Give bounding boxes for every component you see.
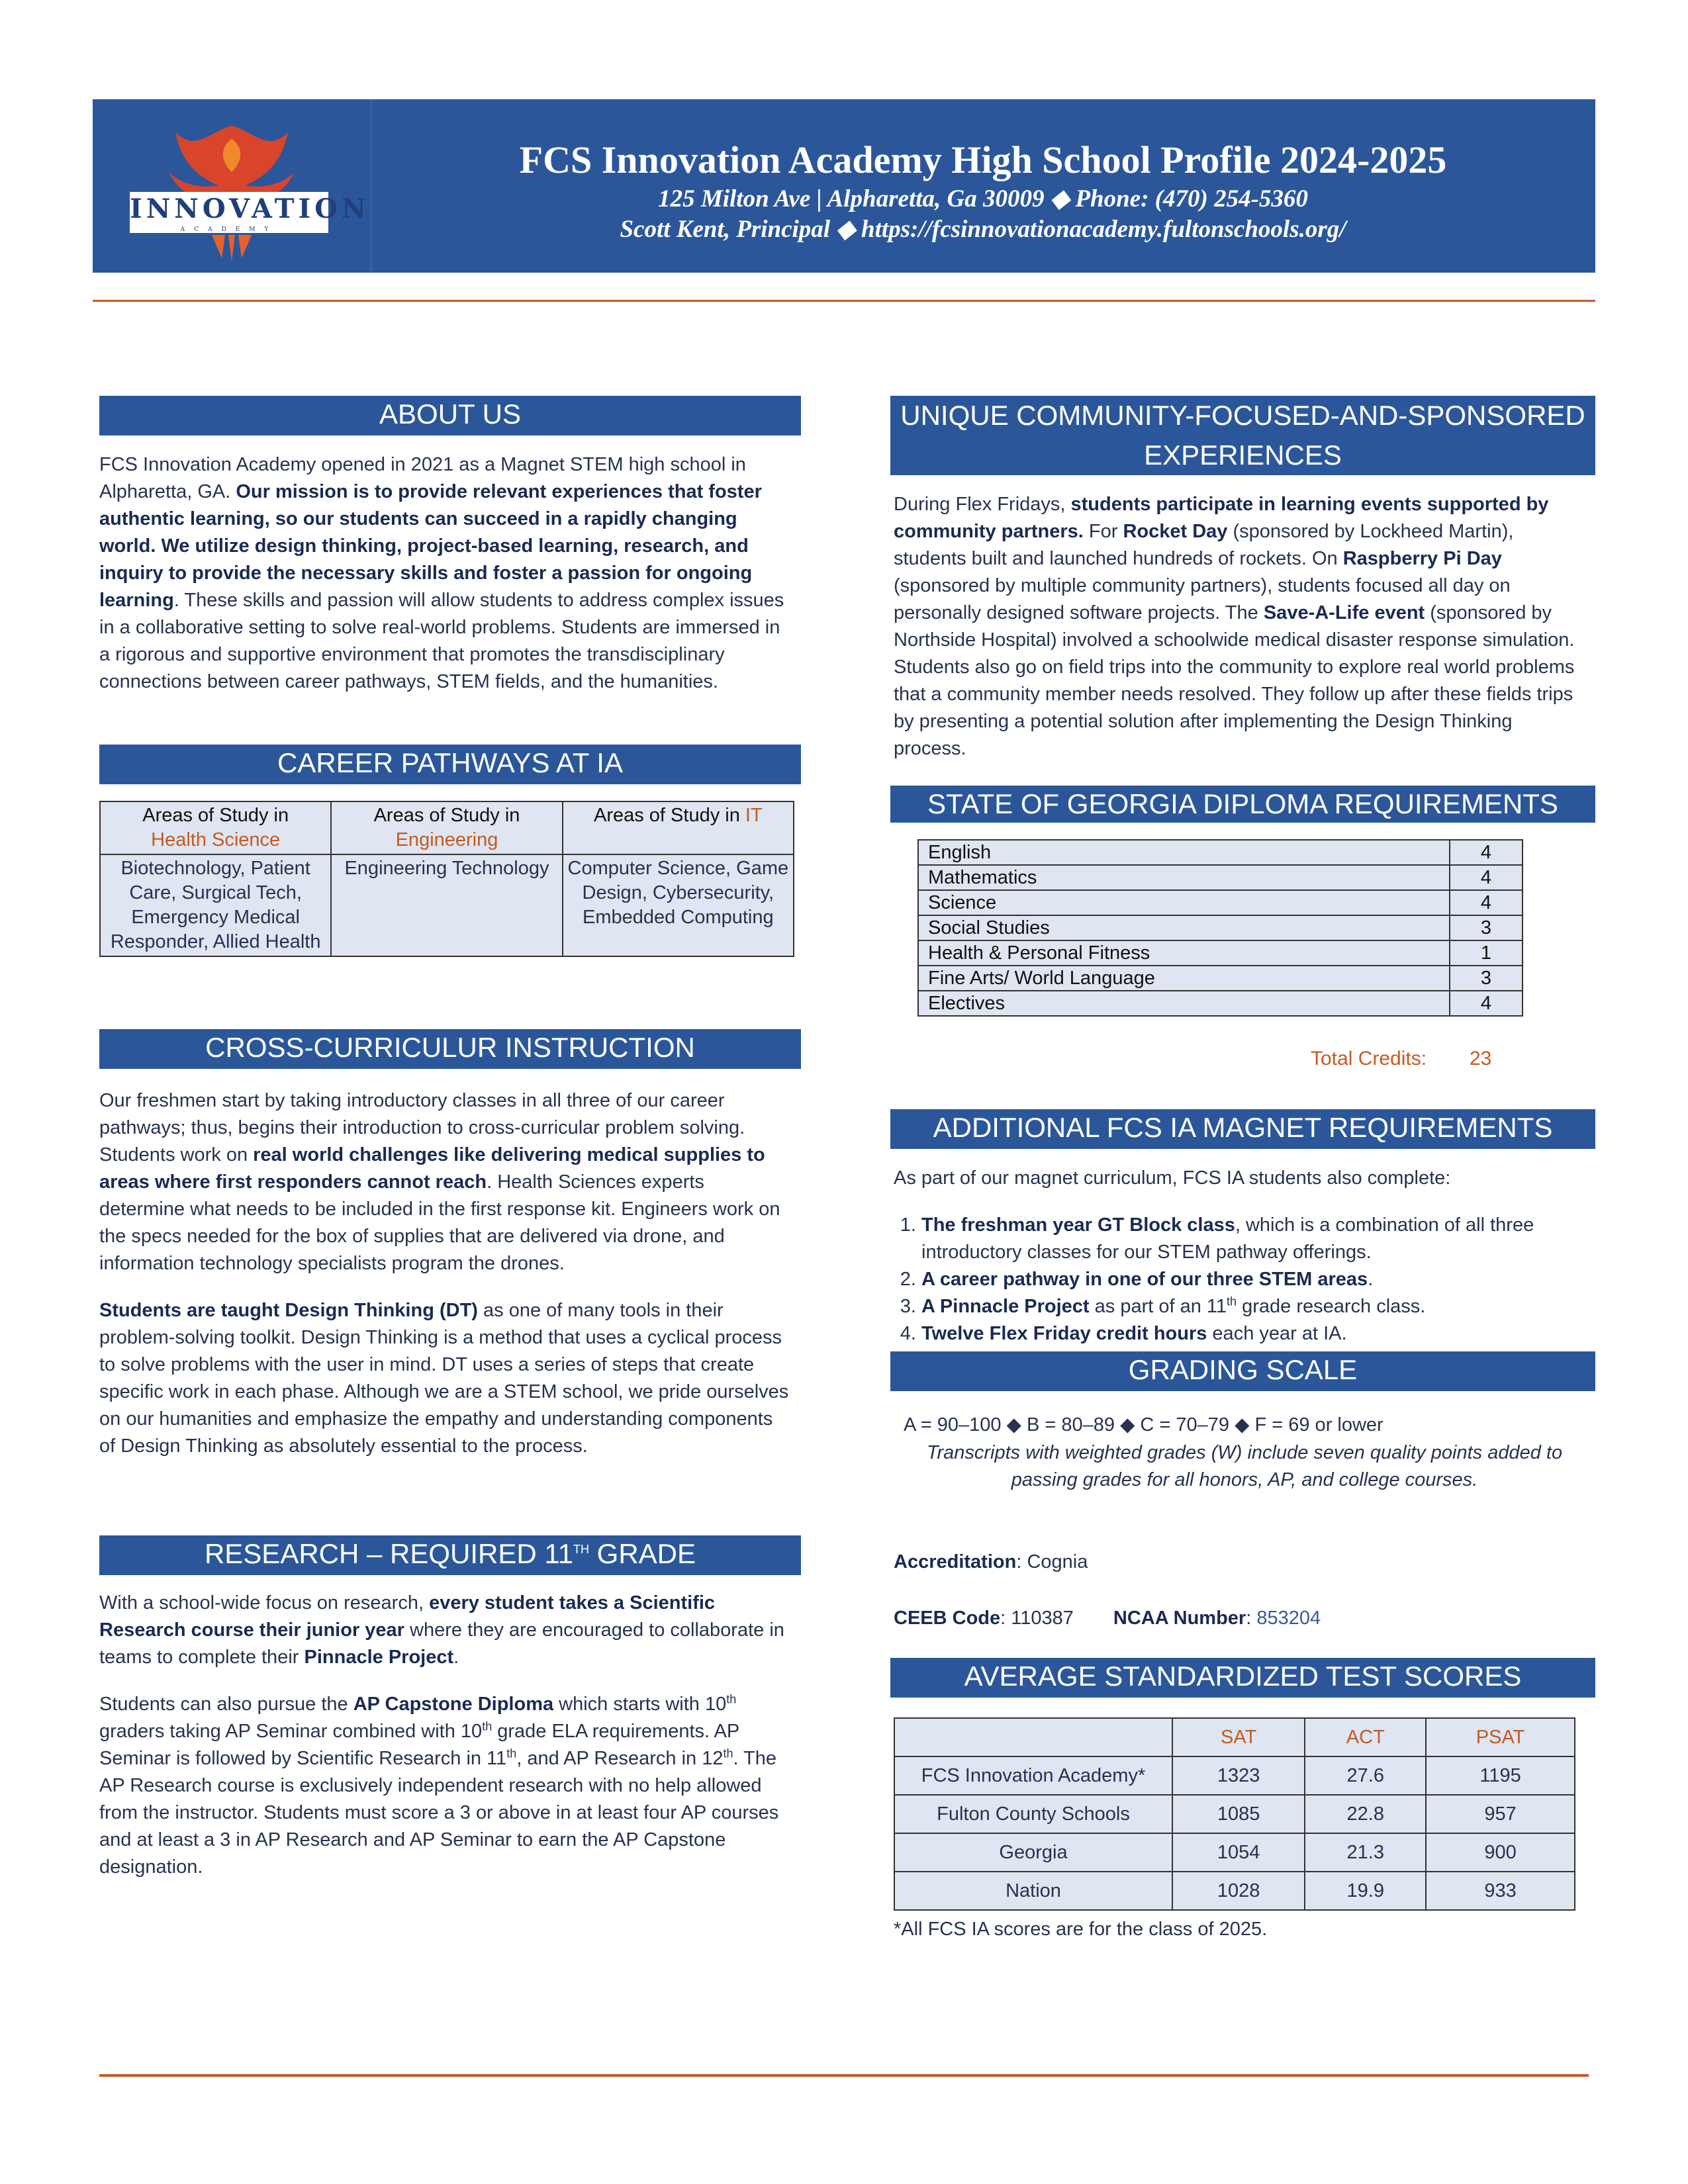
score-act: 19.9	[1305, 1872, 1426, 1910]
table-row	[100, 854, 794, 956]
magnet-heading: ADDITIONAL FCS IA MAGNET REQUIREMENTS	[890, 1109, 1595, 1149]
diploma-subject: Mathematics	[918, 865, 1450, 890]
diploma-credits: 4	[1450, 865, 1523, 890]
scores-table	[894, 1717, 1575, 1911]
score-act: 21.3	[1305, 1833, 1426, 1872]
phoenix-icon	[156, 106, 308, 265]
diploma-credits: 4	[1450, 890, 1523, 915]
score-row-name: FCS Innovation Academy*	[894, 1756, 1172, 1795]
table-row	[894, 1833, 1575, 1872]
col-header-sat: SAT	[1172, 1718, 1305, 1756]
pathways-heading: CAREER PATHWAYS AT IA	[99, 745, 801, 784]
pathway-engineering-courses: Engineering Technology	[331, 854, 562, 956]
cross-text: Our freshmen start by taking introductory classes in all three of our career pathways; thus, begins their introduction to cross-curricular problem solving. Students work on real world challenges like delivering medical supplies to areas where first responders cannot reach. Health Sciences experts determine what needs to be included in the first response kit. Engineers work on the specs needed for the box of supplies that are delivered via drone, and information technology specialists program the drones. Students are taught Design Thinking (DT) as one of many tools in their problem-solving toolkit. Design Thinking is a method that uses a cyclical process to solve problems with the user in mind. DT uses a series of steps that create specific work in each phase. Although we are a STEM school, we pride ourselves on our humanities and emphasize the empathy and understanding components of Design Thinking as absolutely essential to the process.	[99, 1090, 789, 1457]
diploma-subject: Social Studies	[918, 915, 1450, 940]
bottom-divider	[99, 2074, 1589, 2077]
col-header-psat: PSAT	[1426, 1718, 1575, 1756]
magnet-text	[894, 1165, 1582, 1347]
grading-heading: GRADING SCALE	[890, 1351, 1595, 1391]
score-act: 27.6	[1305, 1756, 1426, 1795]
logo-subtext: ACADEMY	[180, 226, 278, 233]
table-row	[918, 840, 1523, 865]
list-item: 2. A career pathway in one of our three STEM areas.	[921, 1266, 1582, 1293]
diploma-subject: Electives	[918, 991, 1450, 1016]
table-row	[918, 966, 1523, 991]
diploma-credits: 3	[1450, 966, 1523, 991]
table-row	[918, 915, 1523, 940]
school-codes: CEEB Code: 110387 NCAA Number: 853204	[894, 1608, 1321, 1629]
page-title: FCS Innovation Academy High School Profile 2024-2025	[519, 138, 1447, 181]
accreditation: Accreditation: Cognia	[894, 1551, 1088, 1572]
diploma-table	[917, 839, 1523, 1017]
table-row	[894, 1756, 1575, 1795]
list-item: 4. Twelve Flex Friday credit hours each year at IA.	[921, 1320, 1582, 1347]
table-row	[918, 991, 1523, 1016]
about-heading: ABOUT US	[99, 396, 801, 435]
score-sat: 1085	[1172, 1795, 1305, 1833]
diploma-credits: 4	[1450, 840, 1523, 865]
community-heading: UNIQUE COMMUNITY-FOCUSED-AND-SPONSORED EXPERIENCES	[890, 396, 1595, 475]
score-psat: 1195	[1426, 1756, 1575, 1795]
table-row	[918, 865, 1523, 890]
scores-corner	[894, 1718, 1172, 1756]
principal-website: Scott Kent, Principal ◆ https://fcsinnovationacademy.fultonschools.org/	[620, 216, 1346, 243]
diploma-credits: 4	[1450, 991, 1523, 1016]
diploma-heading: STATE OF GEORGIA DIPLOMA REQUIREMENTS	[890, 786, 1595, 823]
list-item: 3. A Pinnacle Project as part of an 11th grade research class.	[921, 1293, 1582, 1320]
community-text: During Flex Fridays, students participate in learning events supported by community partners. For Rocket Day (sponsored by Lockheed Martin), students built and launched hundreds of rockets. On Raspberry Pi Day (sponsored by multiple community partners), students focused all day on personally designed software projects. The Save-A-Life event (sponsored by Northside Hospital) involved a schoolwide medical disaster response simulation. Students also go on field trips into the community to explore real world problems that a community member needs resolved. They follow up after these fields trips by presenting a potential solution after implementing the Design Thinking process.	[894, 494, 1575, 759]
score-row-name: Fulton County Schools	[894, 1795, 1172, 1833]
grading-note: Transcripts with weighted grades (W) include seven quality points added to passing grades for all honors, AP, and college courses.	[926, 1442, 1563, 1490]
score-psat: 900	[1426, 1833, 1575, 1872]
table-row	[894, 1795, 1575, 1833]
pathway-it-courses: Computer Science, Game Design, Cybersecurity, Embedded Computing	[563, 854, 794, 956]
diploma-subject: English	[918, 840, 1450, 865]
address-phone: 125 Milton Ave | Alpharetta, Ga 30009 ◆ Phone: (470) 254-5360	[658, 185, 1308, 212]
grading-scale: A = 90–100 ◆ B = 80–89 ◆ C = 70–79 ◆ F = 69 or lower	[904, 1414, 1383, 1435]
table-row	[918, 940, 1523, 966]
score-psat: 933	[1426, 1872, 1575, 1910]
cross-heading: CROSS-CURRICULUR INSTRUCTION	[99, 1029, 801, 1069]
table-row	[894, 1718, 1575, 1756]
diploma-credits: 3	[1450, 915, 1523, 940]
score-sat: 1028	[1172, 1872, 1305, 1910]
table-row	[100, 801, 794, 854]
logo-wordmark: INNOVATION ACADEMY	[130, 193, 370, 233]
research-heading: RESEARCH – REQUIRED 11TH GRADE	[99, 1535, 801, 1575]
pathways-table	[99, 801, 794, 957]
total-credits-label: Total Credits:	[1311, 1048, 1427, 1069]
research-text: With a school-wide focus on research, every student takes a Scientific Research course their junior year where they are encouraged to collaborate in teams to complete their Pinnacle Project. Students can also pursue the AP Capstone Diploma which starts with 10th graders taking AP Seminar combined with 10th grade ELA requirements. AP Seminar is followed by Scientific Research in 11th, and AP Research in 12th. The AP Research course is exclusively independent research with no help allowed from the instructor. Students must score a 3 or above in at least four AP courses and at least a 3 in AP Research and AP Seminar to earn the AP Capstone designation.	[99, 1592, 784, 1878]
scores-heading: AVERAGE STANDARDIZED TEST SCORES	[890, 1658, 1595, 1698]
score-sat: 1054	[1172, 1833, 1305, 1872]
table-row	[894, 1872, 1575, 1910]
about-text: FCS Innovation Academy opened in 2021 as a Magnet STEM high school in Alpharetta, GA. Our mission is to provide relevant experiences that foster authentic learning, so our students can succeed in a rapidly changing world. We utilize design thinking, project-based learning, research, and inquiry to provide the necessary skills and foster a passion for ongoing learning. These skills and passion will allow students to address complex issues in a collaborative setting to solve real-world problems. Students are immersed in a rigorous and supportive environment that promotes the transdisciplinary connections between career pathways, STEM fields, and the humanities.	[99, 454, 784, 692]
score-row-name: Georgia	[894, 1833, 1172, 1872]
pathway-health-courses: Biotechnology, Patient Care, Surgical Tech, Emergency Medical Responder, Allied Health	[100, 854, 331, 956]
diploma-subject: Science	[918, 890, 1450, 915]
logo	[93, 99, 372, 273]
table-row	[918, 890, 1523, 915]
score-act: 22.8	[1305, 1795, 1426, 1833]
diploma-subject: Fine Arts/ World Language	[918, 966, 1450, 991]
pathway-it-header: Areas of Study in IT	[563, 801, 794, 854]
total-credits-value: 23	[1470, 1048, 1492, 1069]
pathway-engineering-header: Areas of Study in Engineering	[331, 801, 562, 854]
pathway-health-header: Areas of Study in Health Science	[100, 801, 331, 854]
diploma-credits: 1	[1450, 940, 1523, 966]
score-psat: 957	[1426, 1795, 1575, 1833]
col-header-act: ACT	[1305, 1718, 1426, 1756]
scores-footnote: *All FCS IA scores are for the class of 2025.	[894, 1919, 1268, 1940]
score-sat: 1323	[1172, 1756, 1305, 1795]
magnet-intro: As part of our magnet curriculum, FCS IA students also complete:	[894, 1167, 1451, 1189]
magnet-list	[894, 1212, 1582, 1347]
top-divider	[93, 300, 1595, 302]
diploma-subject: Health & Personal Fitness	[918, 940, 1450, 966]
header-banner	[93, 99, 1595, 273]
list-item: 1. The freshman year GT Block class, which is a combination of all three introductory classes for our STEM pathway offerings.	[921, 1212, 1582, 1266]
score-row-name: Nation	[894, 1872, 1172, 1910]
